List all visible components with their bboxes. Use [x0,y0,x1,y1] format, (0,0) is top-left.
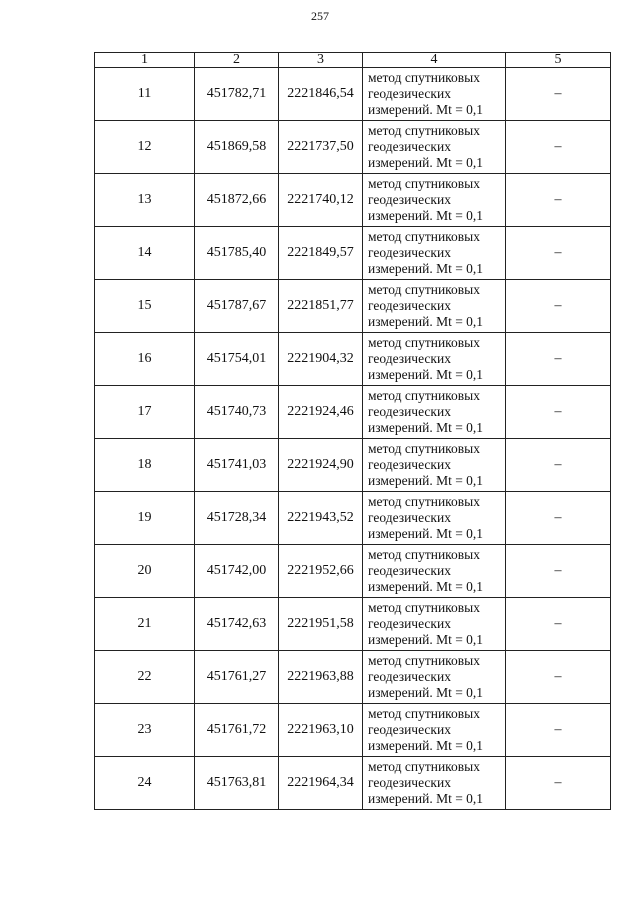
note-cell: – [506,757,611,810]
method-line: метод спутниковых [368,176,480,191]
method-line: метод спутниковых [368,653,480,668]
x-coordinate-cell: 451763,81 [195,757,279,810]
table-row [95,386,611,439]
method-cell [363,227,506,280]
method-cell [363,68,506,121]
table-row [95,651,611,704]
point-number-cell: 18 [95,439,195,492]
header-cell-5: 5 [506,53,611,68]
method-line: измерений. Mt = 0,1 [368,632,484,647]
y-coordinate-cell: 2221963,10 [279,704,363,757]
method-line: метод спутниковых [368,441,480,456]
note-cell: – [506,598,611,651]
point-number-cell: 11 [95,68,195,121]
method-cell [363,386,506,439]
page-number: 257 [311,9,329,23]
method-line: геодезических [368,298,451,313]
method-cell [363,545,506,598]
y-coordinate-cell: 2221924,46 [279,386,363,439]
note-cell: – [506,280,611,333]
method-line: метод спутниковых [368,547,480,562]
method-line: измерений. Mt = 0,1 [368,791,484,806]
point-number-cell: 17 [95,386,195,439]
header-cell-2: 2 [195,53,279,68]
method-line: измерений. Mt = 0,1 [368,420,484,435]
table-row [95,545,611,598]
method-line: метод спутниковых [368,759,480,774]
method-line: метод спутниковых [368,494,480,509]
y-coordinate-cell: 2221737,50 [279,121,363,174]
method-line: метод спутниковых [368,600,480,615]
method-cell [363,121,506,174]
y-coordinate-cell: 2221904,32 [279,333,363,386]
method-cell [363,280,506,333]
method-line: измерений. Mt = 0,1 [368,102,484,117]
method-cell [363,704,506,757]
note-cell: – [506,439,611,492]
method-line: геодезических [368,404,451,419]
method-line: измерений. Mt = 0,1 [368,685,484,700]
method-line: геодезических [368,563,451,578]
x-coordinate-cell: 451761,72 [195,704,279,757]
x-coordinate-cell: 451741,03 [195,439,279,492]
method-line: геодезических [368,669,451,684]
method-cell [363,651,506,704]
method-line: измерений. Mt = 0,1 [368,473,484,488]
y-coordinate-cell: 2221951,58 [279,598,363,651]
y-coordinate-cell: 2221943,52 [279,492,363,545]
point-number-cell: 24 [95,757,195,810]
method-line: геодезических [368,616,451,631]
x-coordinate-cell: 451785,40 [195,227,279,280]
method-cell [363,333,506,386]
point-number-cell: 19 [95,492,195,545]
method-line: метод спутниковых [368,70,480,85]
method-line: измерений. Mt = 0,1 [368,261,484,276]
x-coordinate-cell: 451761,27 [195,651,279,704]
method-line: геодезических [368,457,451,472]
point-number-cell: 13 [95,174,195,227]
y-coordinate-cell: 2221924,90 [279,439,363,492]
note-cell: – [506,386,611,439]
note-cell: – [506,704,611,757]
note-cell: – [506,333,611,386]
point-number-cell: 23 [95,704,195,757]
method-line: измерений. Mt = 0,1 [368,526,484,541]
table-row [95,598,611,651]
x-coordinate-cell: 451872,66 [195,174,279,227]
table-row [95,174,611,227]
y-coordinate-cell: 2221952,66 [279,545,363,598]
x-coordinate-cell: 451742,00 [195,545,279,598]
coordinates-table [94,52,611,810]
table-row [95,757,611,810]
table-row [95,704,611,757]
table-row [95,227,611,280]
x-coordinate-cell: 451728,34 [195,492,279,545]
point-number-cell: 14 [95,227,195,280]
header-cell-1: 1 [95,53,195,68]
method-cell [363,598,506,651]
point-number-cell: 21 [95,598,195,651]
method-line: измерений. Mt = 0,1 [368,314,484,329]
method-cell [363,492,506,545]
x-coordinate-cell: 451782,71 [195,68,279,121]
method-cell [363,174,506,227]
note-cell: – [506,121,611,174]
y-coordinate-cell: 2221964,34 [279,757,363,810]
point-number-cell: 20 [95,545,195,598]
method-line: измерений. Mt = 0,1 [368,208,484,223]
point-number-cell: 22 [95,651,195,704]
note-cell: – [506,174,611,227]
method-line: геодезических [368,510,451,525]
table-body [95,68,611,810]
method-line: геодезических [368,86,451,101]
table-row [95,439,611,492]
method-line: геодезических [368,351,451,366]
table-row [95,333,611,386]
header-cell-4: 4 [363,53,506,68]
x-coordinate-cell: 451754,01 [195,333,279,386]
method-line: измерений. Mt = 0,1 [368,738,484,753]
table-row [95,492,611,545]
method-line: измерений. Mt = 0,1 [368,579,484,594]
method-line: метод спутниковых [368,229,480,244]
point-number-cell: 12 [95,121,195,174]
x-coordinate-cell: 451740,73 [195,386,279,439]
header-cell-3: 3 [279,53,363,68]
method-line: геодезических [368,139,451,154]
method-line: метод спутниковых [368,706,480,721]
table-row [95,280,611,333]
method-line: геодезических [368,192,451,207]
table-row [95,68,611,121]
table-row [95,121,611,174]
method-line: метод спутниковых [368,388,480,403]
method-line: геодезических [368,245,451,260]
note-cell: – [506,68,611,121]
note-cell: – [506,545,611,598]
note-cell: – [506,492,611,545]
method-line: геодезических [368,722,451,737]
y-coordinate-cell: 2221851,77 [279,280,363,333]
method-line: метод спутниковых [368,282,480,297]
y-coordinate-cell: 2221849,57 [279,227,363,280]
method-cell [363,439,506,492]
method-line: метод спутниковых [368,123,480,138]
y-coordinate-cell: 2221963,88 [279,651,363,704]
y-coordinate-cell: 2221846,54 [279,68,363,121]
point-number-cell: 15 [95,280,195,333]
method-line: измерений. Mt = 0,1 [368,155,484,170]
note-cell: – [506,651,611,704]
note-cell: – [506,227,611,280]
x-coordinate-cell: 451787,67 [195,280,279,333]
method-line: геодезических [368,775,451,790]
method-line: метод спутниковых [368,335,480,350]
x-coordinate-cell: 451869,58 [195,121,279,174]
method-cell [363,757,506,810]
x-coordinate-cell: 451742,63 [195,598,279,651]
point-number-cell: 16 [95,333,195,386]
y-coordinate-cell: 2221740,12 [279,174,363,227]
method-line: измерений. Mt = 0,1 [368,367,484,382]
header-row [95,53,611,68]
